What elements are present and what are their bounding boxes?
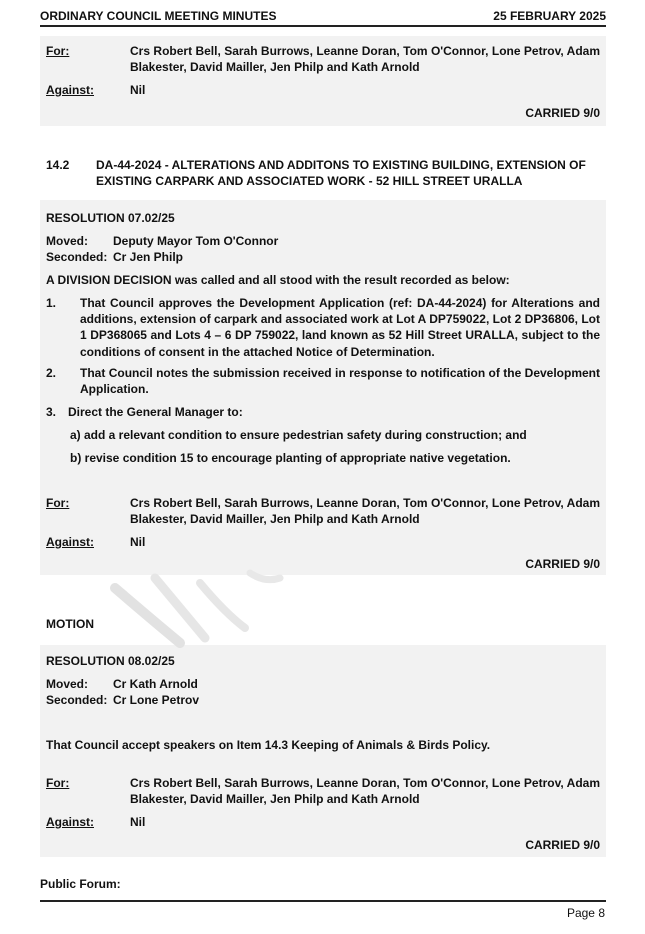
page-number: Page 8 <box>566 906 605 920</box>
vote-for-label: For: <box>46 496 70 510</box>
sub-list-item: a) add a relevant condition to ensure pedestrian safety during construction; and <box>70 428 527 442</box>
vote-against-value: Nil <box>130 83 146 97</box>
vote-for-list: Crs Robert Bell, Sarah Burrows, Leanne Doran, Tom O'Connor, Lone Petrov, Adam Blakester, David Mailler, Jen Philp and Kath Arnold <box>130 44 600 75</box>
moved-value: Cr Kath Arnold <box>113 677 198 691</box>
seconded-label: Seconded: <box>46 693 108 707</box>
meeting-date: 25 FEBRUARY 2025 <box>493 9 606 23</box>
moved-label: Moved: <box>46 234 88 248</box>
resolution-heading: RESOLUTION 08.02/25 <box>46 654 175 668</box>
moved-label: Moved: <box>46 677 88 691</box>
vote-against-label: Against: <box>46 815 94 829</box>
footer-divider <box>40 900 606 902</box>
list-item-number: 1. <box>46 296 57 310</box>
carried-result: CARRIED 9/0 <box>525 838 600 852</box>
list-item-number: 3. <box>46 405 57 419</box>
seconded-label: Seconded: <box>46 250 108 264</box>
moved-value: Deputy Mayor Tom O'Connor <box>113 234 279 248</box>
list-item-text: That Council notes the submission received in response to notification of the Development Application. <box>80 366 600 397</box>
sub-list-item: b) revise condition 15 to encourage planting of appropriate native vegetation. <box>70 451 511 465</box>
list-item-text: Direct the General Manager to: <box>68 405 243 419</box>
list-item-text: That Council approves the Development Application (ref: DA-44-2024) for Alterations and additions, extension of carpark and associated work at Lot A DP759022, Lot 2 DP36806, Lot 1 DP368065 and Lots 4 – 6 DP 759022, land known as 52 Hill Street URALLA, subject to the conditions of consent in the attached Notice of Determination. <box>80 296 600 359</box>
vote-for-label: For: <box>46 44 70 58</box>
page-header <box>40 9 606 27</box>
list-item-number: 2. <box>46 366 57 380</box>
item-title: DA-44-2024 - ALTERATIONS AND ADDITONS TO EXISTING BUILDING, EXTENSION OF EXISTING CARPARK AND ASSOCIATED WORK - 52 HILL STREET URALLA <box>96 158 586 189</box>
vote-for-list: Crs Robert Bell, Sarah Burrows, Leanne Doran, Tom O'Connor, Lone Petrov, Adam Blakester, David Mailler, Jen Philp and Kath Arnold <box>130 496 600 527</box>
vote-for-label: For: <box>46 776 70 790</box>
vote-against-label: Against: <box>46 535 94 549</box>
vote-against-value: Nil <box>130 535 146 549</box>
resolution-heading: RESOLUTION 07.02/25 <box>46 211 175 225</box>
document-title: ORDINARY COUNCIL MEETING MINUTES <box>40 9 277 23</box>
public-forum-heading: Public Forum: <box>40 877 121 891</box>
division-statement: A DIVISION DECISION was called and all stood with the result recorded as below: <box>46 273 510 287</box>
seconded-value: Cr Jen Philp <box>113 250 184 264</box>
seconded-value: Cr Lone Petrov <box>113 693 200 707</box>
watermark-logo <box>110 568 310 648</box>
carried-result: CARRIED 9/0 <box>525 557 600 571</box>
motion-heading: MOTION <box>46 617 94 631</box>
vote-against-value: Nil <box>130 815 146 829</box>
motion-text: That Council accept speakers on Item 14.3 Keeping of Animals & Birds Policy. <box>46 738 491 752</box>
carried-result: CARRIED 9/0 <box>525 106 600 120</box>
vote-for-list: Crs Robert Bell, Sarah Burrows, Leanne Doran, Tom O'Connor, Lone Petrov, Adam Blakester, David Mailler, Jen Philp and Kath Arnold <box>130 776 600 807</box>
item-number: 14.2 <box>46 158 70 172</box>
vote-against-label: Against: <box>46 83 94 97</box>
